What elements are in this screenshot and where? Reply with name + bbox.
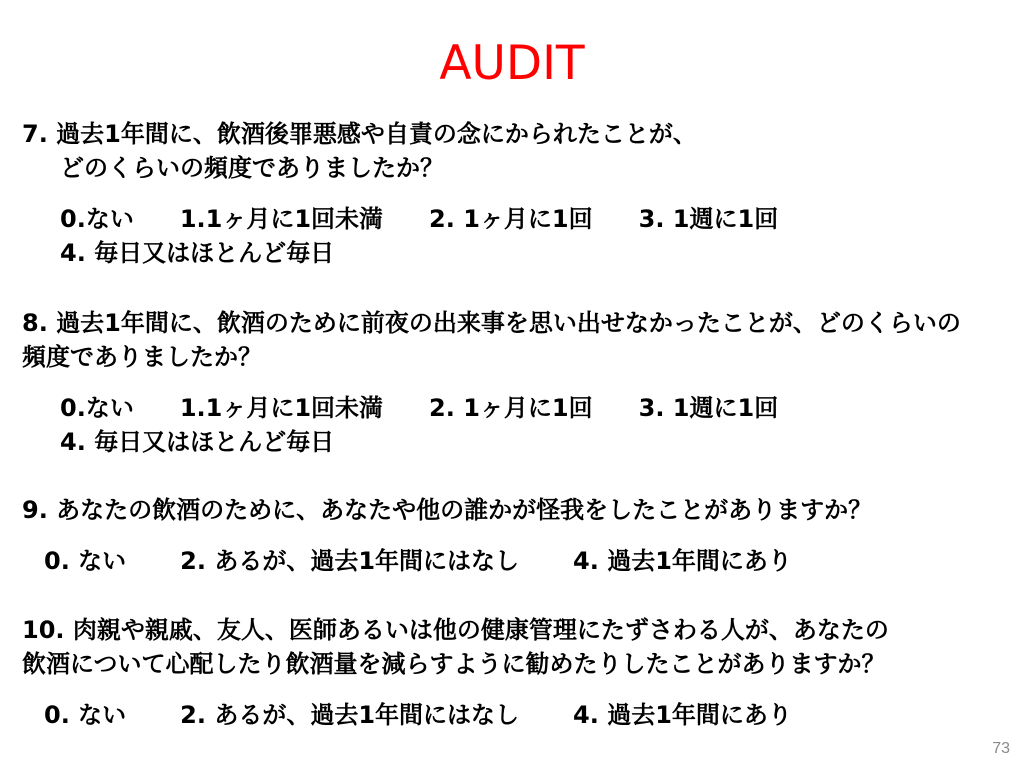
page-number: 73 — [992, 740, 1010, 757]
q8-option-0: 0.ない — [60, 394, 134, 422]
q7-option-3: 3. 1週に1回 — [638, 205, 779, 233]
q8-option-3: 3. 1週に1回 — [638, 394, 779, 422]
question-10-line-2: 飲酒について心配したり飲酒量を減らすように勧めたりしたことがありますか？ — [22, 650, 886, 678]
q7-option-4: 4. 毎日又はほとんど毎日 — [60, 239, 335, 267]
q10-option-4: 4. 過去1年間にあり — [573, 701, 792, 729]
question-8-line-2: 頻度でありましたか？ — [22, 343, 262, 371]
question-7-line-2: どのくらいの頻度でありましたか？ — [60, 154, 444, 182]
q9-option-2: 2. あるが、過去1年間にはなし — [180, 547, 520, 575]
question-9-line-1: 9. あなたの飲酒のために、あなたや他の誰かが怪我をしたことがありますか？ — [22, 496, 873, 524]
question-8-line-1: 8. 過去1年間に、飲酒のために前夜の出来事を思い出せなかったことが、どのくらいの — [22, 309, 961, 337]
q7-option-2: 2. 1ヶ月に1回 — [429, 205, 593, 233]
q8-option-4: 4. 毎日又はほとんど毎日 — [60, 428, 335, 456]
question-10-options — [44, 699, 792, 731]
q7-option-1: 1.1ヶ月に1回未満 — [179, 205, 384, 233]
slide-title: AUDIT — [439, 36, 585, 91]
q8-option-2: 2. 1ヶ月に1回 — [429, 394, 593, 422]
question-8-options — [60, 392, 778, 424]
q10-option-0: 0. ない — [44, 701, 127, 729]
question-7-options — [60, 203, 778, 235]
q9-option-0: 0. ない — [44, 547, 127, 575]
q9-option-4: 4. 過去1年間にあり — [573, 547, 792, 575]
q7-option-0: 0.ない — [60, 205, 134, 233]
question-7-line-1: 7. 過去1年間に、飲酒後罪悪感や自責の念にかられたことが、 — [22, 120, 697, 148]
q8-option-1: 1.1ヶ月に1回未満 — [179, 394, 384, 422]
q10-option-2: 2. あるが、過去1年間にはなし — [180, 701, 520, 729]
question-10-line-1: 10. 肉親や親戚、友人、医師あるいは他の健康管理にたずさわる人が、あなたの — [22, 616, 889, 644]
question-9-options — [44, 545, 792, 577]
